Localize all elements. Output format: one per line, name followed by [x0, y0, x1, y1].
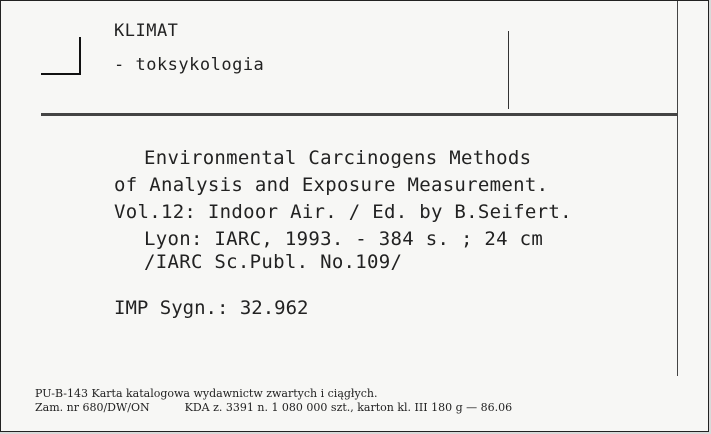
call-number: IMP Sygn.: 32.962 [114, 297, 309, 319]
header-rule [41, 113, 677, 116]
description-line: Lyon: IARC, 1993. - 384 s. ; 24 cm [144, 228, 544, 250]
description-line: Vol.12: Indoor Air. / Ed. by B.Seifert. [114, 201, 572, 223]
footer-line: PU-B-143 Karta katalogowa wydawnictw zwartych i ciągłych. [35, 387, 378, 400]
description-line: of Analysis and Exposure Measurement. [114, 174, 549, 196]
subject-heading: KLIMAT [114, 21, 179, 41]
footer-line: Zam. nr 680/DW/ON KDA z. 3391 n. 1 080 000 szt., karton kl. III 180 g — 86.06 [35, 401, 513, 414]
right-margin-line [677, 1, 678, 376]
corner-mark-horizontal [41, 73, 81, 75]
description-line: Environmental Carcinogens Methods [144, 147, 532, 169]
description-line: /IARC Sc.Publ. No.109/ [144, 251, 403, 273]
corner-mark-vertical [79, 37, 81, 75]
subject-subheading: - toksykologia [114, 55, 265, 75]
header-divider [508, 31, 509, 109]
